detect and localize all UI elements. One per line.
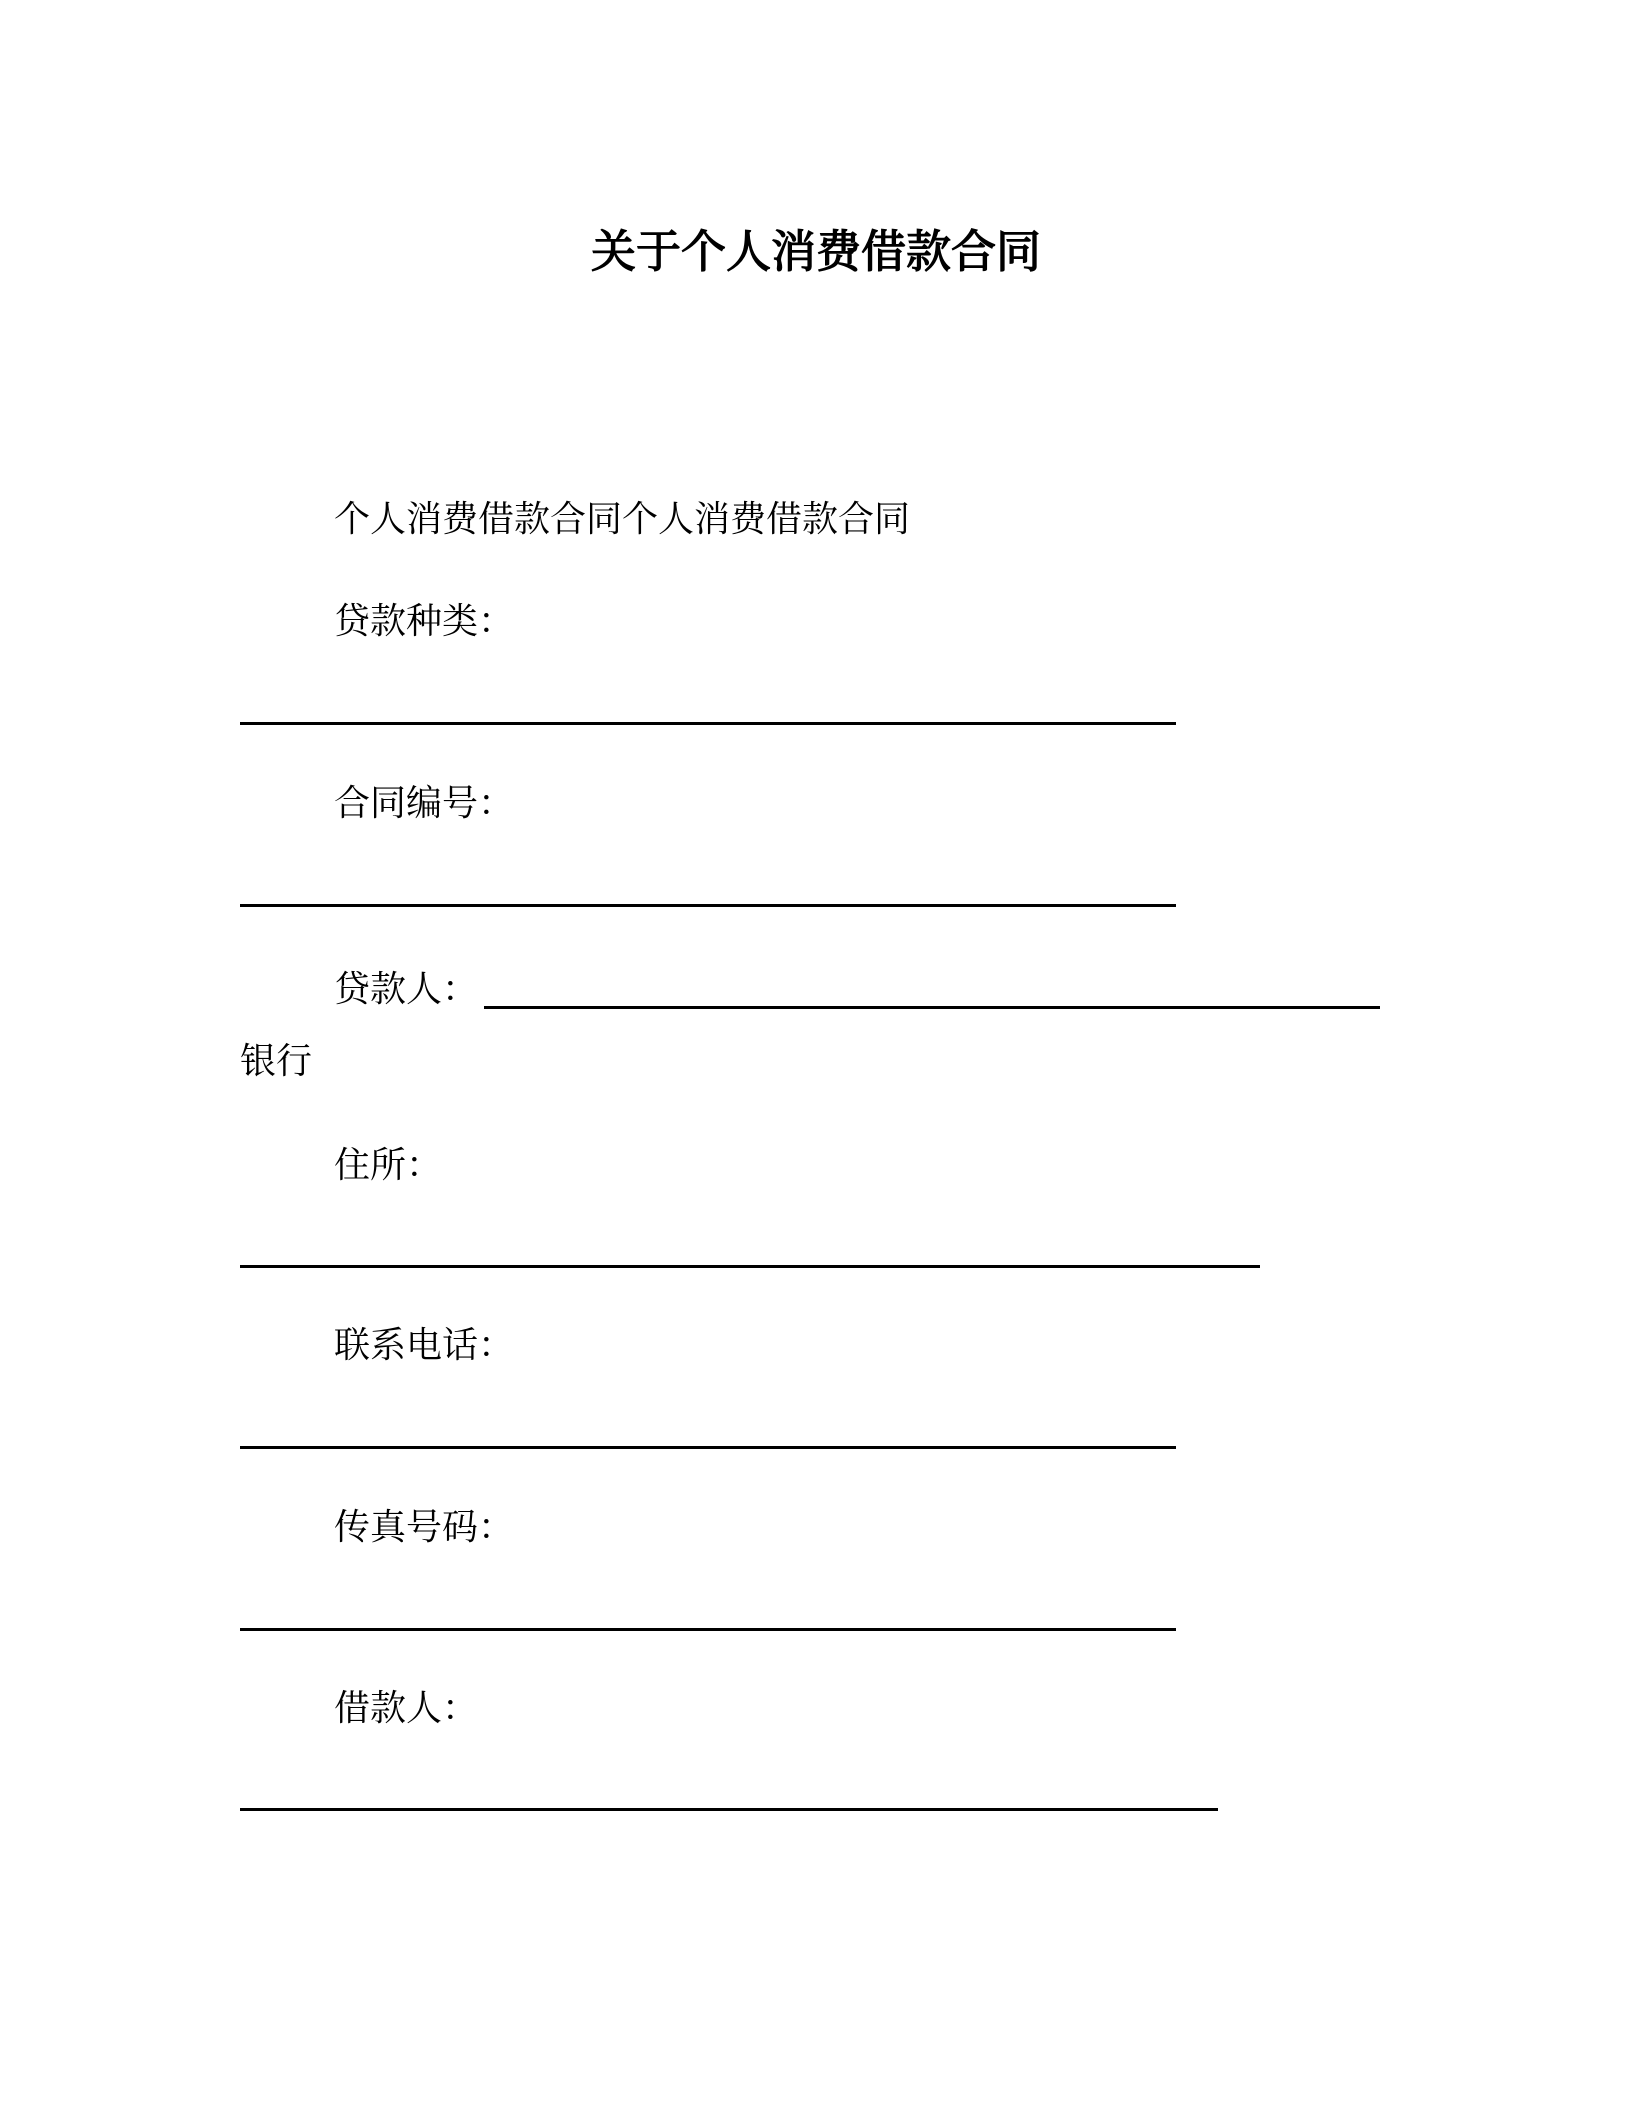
contract-no-label: 合同编号：	[334, 783, 515, 824]
loan-type-label: 贷款种类：	[334, 601, 515, 642]
intro-line: 个人消费借款合同个人消费借款合同	[334, 499, 911, 540]
lender-blank	[484, 1006, 1380, 1009]
fax-label: 传真号码：	[334, 1507, 515, 1548]
contract-no-blank	[240, 904, 1176, 907]
document-title: 关于个人消费借款合同	[590, 225, 1041, 278]
address-blank	[240, 1265, 1260, 1268]
address-label: 住所：	[334, 1145, 443, 1186]
bank-text: 银行	[240, 1041, 313, 1082]
phone-label: 联系电话：	[334, 1325, 515, 1366]
lender-label: 贷款人：	[334, 969, 479, 1010]
fax-blank	[240, 1628, 1176, 1631]
phone-blank	[240, 1446, 1176, 1449]
borrower-blank	[240, 1808, 1218, 1811]
borrower-label: 借款人：	[334, 1688, 479, 1729]
loan-type-blank	[240, 722, 1176, 725]
